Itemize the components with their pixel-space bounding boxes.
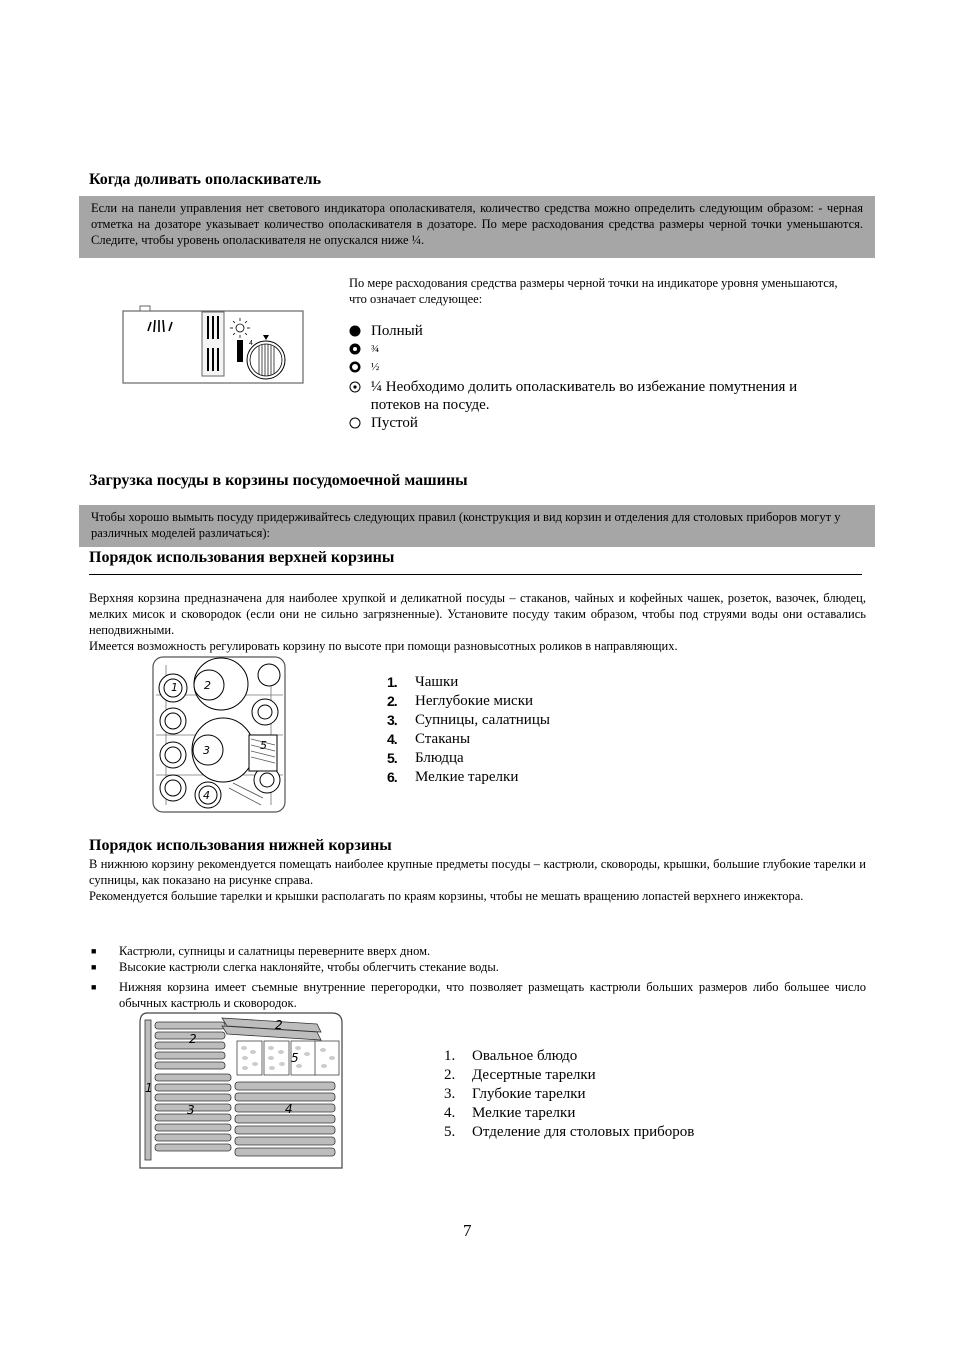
three-quarter-dot-icon <box>349 340 371 355</box>
list-item: 3. Супницы, салатницы <box>387 712 550 728</box>
indicator-intro: По мере расходования средства размеры черной точки на индикаторе уровня уменьшаются, что означает следующее: <box>349 276 838 306</box>
lower-basket-figure <box>137 1010 345 1172</box>
indicator-list <box>349 322 839 432</box>
upper-fig-label-1: 1 <box>171 681 178 694</box>
upper-fig-label-2: 2 <box>204 679 211 692</box>
list-item: 5. Блюдца <box>387 750 464 766</box>
list-item: ■ Кастрюли, супницы и салатницы переверните вверх дном. <box>91 944 431 958</box>
upper-basket-title: Порядок использования верхней корзины <box>89 549 395 566</box>
upper-basket-text <box>89 590 866 654</box>
half-dot-icon <box>349 358 371 373</box>
lower-fig-label-1: 1 <box>145 1081 153 1095</box>
indicator-item-empty: Пустой <box>349 414 839 432</box>
indicator-item-quarter: ¼ Необходимо долить ополаскиватель во избежание помутнения и потеков на посуде. <box>349 378 839 414</box>
list-item: 1. Овальное блюдо <box>444 1048 578 1064</box>
indicator-item-three-quarter: ¾ <box>349 340 839 358</box>
lower-fig-label-2b: 2 <box>275 1018 283 1032</box>
quarter-dot-icon <box>349 378 368 393</box>
empty-dot-icon <box>349 414 371 429</box>
list-item: ■ Нижняя корзина имеет съемные внутренние перегородки, что позволяет размещать кастрюли больших размеров либо большее число обычных кастрюль и сковородок. <box>91 980 866 1010</box>
indicator-item-full: Полный <box>349 322 839 340</box>
list-item: 3. Глубокие тарелки <box>444 1086 586 1102</box>
lower-fig-label-3: 3 <box>187 1103 195 1117</box>
list-item: ■ Высокие кастрюли слегка наклоняйте, чтобы облегчить стекание воды. <box>91 960 499 974</box>
rinse-aid-title: Когда доливать ополаскиватель <box>89 171 322 188</box>
full-dot-icon <box>349 322 371 337</box>
upper-basket-figure <box>151 655 289 815</box>
list-item: 2. Неглубокие миски <box>387 693 534 709</box>
list-item: 5. Отделение для столовых приборов <box>444 1124 695 1140</box>
rinse-aid-note: Если на панели управления нет светового индикатора ополаскивателя, количество средства можно определить следующим образом: - черная отметка на дозаторе указывает количество ополаскивателя в дозаторе. По мере расходования средства размеры черной точки уменьшаются. Следите, чтобы уровень ополаскивателя не опускался ниже ¼. <box>79 196 875 258</box>
upper-basket-para1: Верхняя корзина предназначена для наиболее хрупкой и деликатной посуды – стаканов, чайных и кофейных чашек, розеток, вазочек, блюдец, мелких мисок и сковородок (если они не сильно загрязненные). Установите посуду таким образом, чтобы под струями воды они оставались неподвижными. <box>89 591 866 637</box>
list-item: 2. Десертные тарелки <box>444 1067 596 1083</box>
lower-basket-title: Порядок использования нижней корзины <box>89 837 392 854</box>
dial-label: 4 <box>249 340 253 347</box>
lower-basket-para2: Рекомендуется большие тарелки и крышки располагать по краям корзины, чтобы не мешать вращению лопастей верхнего инжектора. <box>89 889 804 903</box>
list-item: 4. Мелкие тарелки <box>444 1105 576 1121</box>
loading-title: Загрузка посуды в корзины посудомоечной машины <box>89 472 468 489</box>
indicator-item-half: ½ <box>349 358 839 376</box>
upper-fig-label-5: 5 <box>260 739 267 752</box>
lower-basket-para1: В нижнюю корзину рекомендуется помещать наиболее крупные предметы посуды – кастрюли, сковороды, крышки, большие глубокие тарелки и супницы, как показано на рисунке справа. <box>89 857 866 887</box>
loading-note: Чтобы хорошо вымыть посуду придерживайтесь следующих правил (конструкция и вид корзин и отделения для столовых приборов могут у различных моделей различаться): <box>79 505 875 547</box>
list-item: 6. Мелкие тарелки <box>387 769 519 785</box>
lower-basket-bullets <box>89 943 866 1011</box>
upper-fig-label-3: 3 <box>203 744 210 757</box>
upper-fig-label-4: 4 <box>203 789 210 802</box>
rinse-dispenser-illustration <box>118 303 308 387</box>
page-number: 7 <box>463 1221 472 1240</box>
list-item: 4. Стаканы <box>387 731 471 747</box>
lower-basket-text <box>89 856 866 904</box>
upper-basket-legend <box>387 673 550 787</box>
lower-basket-legend <box>444 1047 694 1142</box>
lower-fig-label-2: 2 <box>189 1032 197 1046</box>
list-item: 1. Чашки <box>387 674 459 690</box>
upper-basket-para2: Имеется возможность регулировать корзину по высоте при помощи разновысотных роликов в направляющих. <box>89 639 678 653</box>
lower-fig-label-5: 5 <box>291 1051 299 1065</box>
lower-fig-label-4: 4 <box>285 1102 293 1116</box>
upper-basket-rule <box>89 574 862 575</box>
